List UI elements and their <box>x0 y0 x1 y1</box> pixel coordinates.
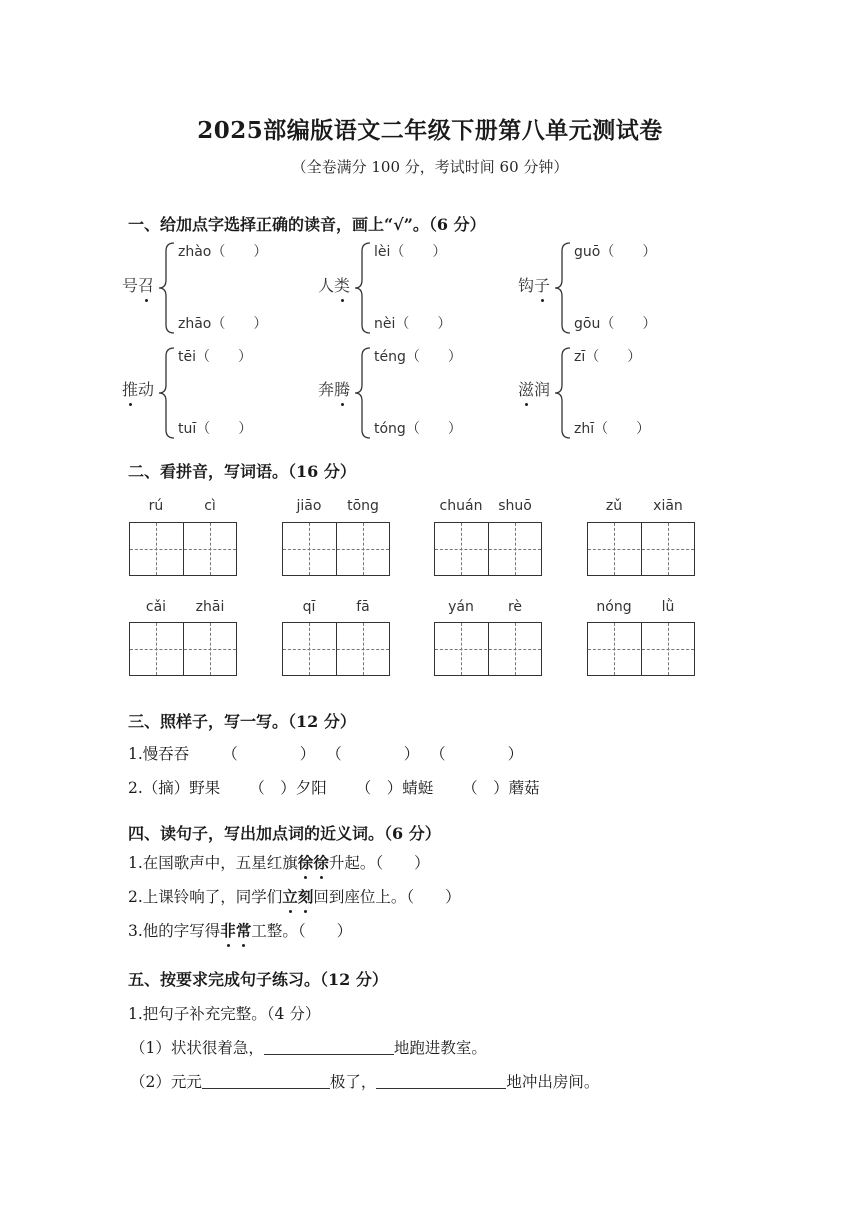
sentence-text: 工整。（ ） <box>251 922 353 940</box>
grid-guide <box>283 549 389 550</box>
s3-l1-blank-2[interactable]: （ ） <box>326 745 420 763</box>
pinyin-syllable: xiān <box>653 498 683 514</box>
writing-grid[interactable] <box>434 522 542 576</box>
pinyin-syllable: cǎi <box>145 599 167 615</box>
pinyin-syllable: fā <box>356 599 370 615</box>
writing-grid[interactable] <box>129 522 237 576</box>
s5-q2-mid: 极了， <box>329 1073 377 1091</box>
dotted-char: 类 <box>334 273 350 296</box>
grid-guide <box>435 549 541 550</box>
sentence-text: 升起。（ ） <box>328 854 430 872</box>
dotted-char: 徐 <box>313 853 329 872</box>
writing-grid[interactable] <box>434 622 542 676</box>
synonym-sentence <box>128 851 430 873</box>
choice-word <box>518 377 550 400</box>
brace-icon <box>158 241 178 335</box>
sentence-text: 2.上课铃响了，同学们 <box>128 888 283 906</box>
pinyin-option-a[interactable]: zī（ ） <box>574 349 642 365</box>
word-char: 人 <box>318 276 335 295</box>
word-char: 钩 <box>518 276 535 295</box>
dotted-char: 召 <box>138 273 154 296</box>
writing-grid[interactable] <box>282 622 390 676</box>
choice-word <box>122 377 154 400</box>
writing-grid[interactable] <box>282 522 390 576</box>
pinyin-syllable: chuán <box>439 498 483 514</box>
pinyin-option-a[interactable]: lèi（ ） <box>374 244 447 260</box>
pinyin-syllable: rè <box>507 599 523 615</box>
dotted-char: 子 <box>534 273 550 296</box>
writing-grid[interactable] <box>587 522 695 576</box>
writing-grid[interactable] <box>129 622 237 676</box>
s5-sub: 1.把句子补充完整。（4 分） <box>128 1005 321 1023</box>
s5-q1-pre: （1）状状很着急， <box>130 1039 264 1057</box>
pinyin-option-a[interactable]: tēi（ ） <box>178 349 252 365</box>
pinyin-syllable: jiāo <box>296 498 322 514</box>
grid-guide <box>435 649 541 650</box>
choice-word <box>122 273 154 296</box>
pinyin-syllable: qī <box>302 599 316 615</box>
pinyin-option-a[interactable]: guō（ ） <box>574 244 657 260</box>
s5-q2 <box>130 1070 599 1092</box>
s3-l2-item-1[interactable]: （ ）夕阳 <box>249 779 327 797</box>
pinyin-syllable: yán <box>448 599 474 615</box>
s5-q2-blank-1[interactable] <box>202 1072 330 1089</box>
sentence-text: 回到座位上。（ ） <box>313 888 461 906</box>
s5-q2-pre: （2）元元 <box>130 1073 202 1091</box>
s5-q1-post: 地跑进教室。 <box>393 1039 487 1057</box>
pinyin-option-b[interactable]: tuī（ ） <box>178 421 253 437</box>
pinyin-syllable: cì <box>204 498 216 514</box>
pinyin-syllable: rú <box>148 498 164 514</box>
section-4-heading: 四、读句子，写出加点词的近义词。（6 分） <box>128 824 441 843</box>
section-2-heading: 二、看拼音，写词语。（16 分） <box>128 462 356 481</box>
pinyin-option-b[interactable]: gōu（ ） <box>574 316 657 332</box>
s3-l2-item-2[interactable]: （ ）蜻蜓 <box>355 779 434 797</box>
dotted-char: 立 <box>282 887 298 906</box>
s3-line-2 <box>128 776 540 798</box>
pinyin-syllable: lǜ <box>661 599 675 615</box>
s3-l1-blank-3[interactable]: （ ） <box>430 745 524 763</box>
pinyin-option-a[interactable]: zhào（ ） <box>178 244 268 260</box>
synonym-sentence <box>128 919 352 941</box>
writing-grid[interactable] <box>587 622 695 676</box>
section-3-heading: 三、照样子，写一写。（12 分） <box>128 712 356 731</box>
grid-guide <box>588 549 694 550</box>
pinyin-option-a[interactable]: téng（ ） <box>374 349 462 365</box>
dotted-char: 非 <box>220 921 236 940</box>
grid-guide <box>283 649 389 650</box>
brace-icon <box>158 346 178 440</box>
dotted-char: 推 <box>122 377 138 400</box>
section-5-heading: 五、按要求完成句子练习。（12 分） <box>128 970 388 989</box>
word-char: 号 <box>122 276 139 295</box>
pinyin-option-b[interactable]: zhāo（ ） <box>178 316 268 332</box>
s3-line-1 <box>128 742 523 764</box>
page-title: 2025部编版语文二年级下册第八单元测试卷 <box>197 117 663 144</box>
grid-guide <box>130 649 236 650</box>
s5-q2-post: 地冲出房间。 <box>506 1073 600 1091</box>
s3-l2-item-3[interactable]: （ ）蘑菇 <box>462 779 540 797</box>
word-char: 动 <box>138 380 155 399</box>
choice-word <box>318 377 350 400</box>
pinyin-option-b[interactable]: zhī（ ） <box>574 421 651 437</box>
brace-icon <box>554 346 574 440</box>
dotted-char: 刻 <box>297 887 314 906</box>
dotted-char: 腾 <box>334 377 350 400</box>
pinyin-syllable: nóng <box>596 599 632 615</box>
pinyin-syllable: zǔ <box>605 498 623 514</box>
grid-guide <box>588 649 694 650</box>
s3-l1-blank-1[interactable]: （ ） <box>222 745 316 763</box>
pinyin-option-b[interactable]: tóng（ ） <box>374 421 462 437</box>
word-char: 奔 <box>318 380 335 399</box>
pinyin-option-b[interactable]: nèi（ ） <box>374 316 452 332</box>
choice-word <box>318 273 350 296</box>
choice-word <box>518 273 550 296</box>
grid-guide <box>130 549 236 550</box>
brace-icon <box>354 346 374 440</box>
brace-icon <box>354 241 374 335</box>
synonym-sentence <box>128 885 461 907</box>
sentence-text: 3.他的字写得 <box>128 922 221 940</box>
section-1-heading: 一、给加点字选择正确的读音，画上“√”。（6 分） <box>128 215 486 234</box>
page-subtitle: （全卷满分 100 分，考试时间 60 分钟） <box>291 158 569 176</box>
word-char: 润 <box>534 380 551 399</box>
dotted-char: 滋 <box>518 377 534 400</box>
pinyin-syllable: zhāi <box>195 599 225 615</box>
s3-l2-lead: 2.（摘）野果 <box>128 779 221 797</box>
s5-q1 <box>130 1036 487 1058</box>
pinyin-syllable: tōng <box>347 498 379 514</box>
s3-l1-lead: 1.慢吞吞 <box>128 745 190 763</box>
brace-icon <box>554 241 574 335</box>
pinyin-syllable: shuō <box>498 498 532 514</box>
dotted-char: 常 <box>235 921 252 940</box>
s5-q1-blank[interactable] <box>264 1038 394 1055</box>
s5-q2-blank-2[interactable] <box>376 1072 506 1089</box>
sentence-text: 1.在国歌声中，五星红旗 <box>128 854 298 872</box>
dotted-char: 徐 <box>297 853 314 872</box>
